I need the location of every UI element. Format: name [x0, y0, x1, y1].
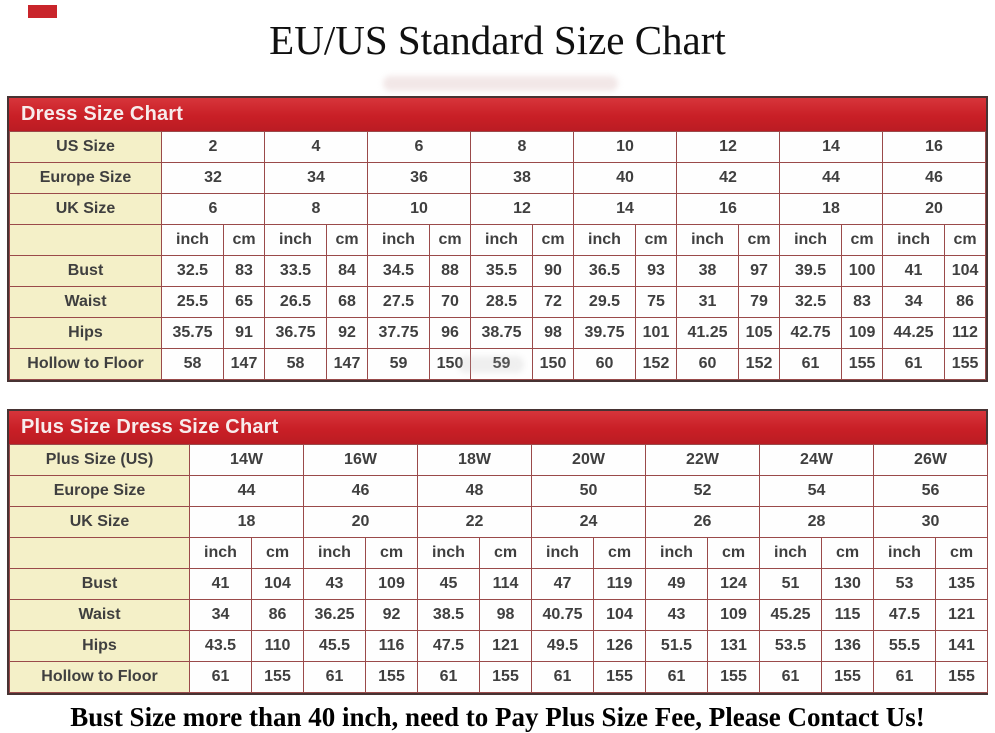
cm-value-cell: 155 — [842, 349, 883, 380]
cm-value-cell: 135 — [936, 569, 988, 600]
red-corner-mark — [28, 5, 57, 18]
unit-inch-label: inch — [883, 225, 945, 256]
cm-value-cell: 72 — [533, 287, 574, 318]
inch-value-cell: 34.5 — [368, 256, 430, 287]
size-value-cell: 18W — [418, 445, 532, 476]
measure-row — [10, 662, 988, 693]
row-label: Europe Size — [10, 163, 162, 194]
size-value-cell: 14 — [574, 194, 677, 225]
size-value-cell: 28 — [760, 507, 874, 538]
cm-value-cell: 84 — [327, 256, 368, 287]
cm-value-cell: 155 — [252, 662, 304, 693]
cm-value-cell: 101 — [636, 318, 677, 349]
unit-header-row — [10, 538, 988, 569]
unit-inch-label: inch — [304, 538, 366, 569]
unit-cm-label: cm — [430, 225, 471, 256]
size-value-cell: 26 — [646, 507, 760, 538]
size-value-cell: 44 — [780, 163, 883, 194]
cm-value-cell: 86 — [252, 600, 304, 631]
cm-value-cell: 124 — [708, 569, 760, 600]
plus-size-chart-header: Plus Size Dress Size Chart — [9, 411, 986, 444]
measure-row — [10, 318, 986, 349]
inch-value-cell: 40.75 — [532, 600, 594, 631]
inch-value-cell: 55.5 — [874, 631, 936, 662]
inch-value-cell: 51.5 — [646, 631, 708, 662]
cm-value-cell: 121 — [936, 600, 988, 631]
inch-value-cell: 61 — [190, 662, 252, 693]
row-label: Waist — [10, 287, 162, 318]
inch-value-cell: 45 — [418, 569, 480, 600]
dress-size-chart-header: Dress Size Chart — [9, 98, 986, 131]
cm-value-cell: 114 — [480, 569, 532, 600]
cm-value-cell: 110 — [252, 631, 304, 662]
inch-value-cell: 58 — [265, 349, 327, 380]
size-value-cell: 8 — [265, 194, 368, 225]
unit-inch-label: inch — [418, 538, 480, 569]
unit-cm-label: cm — [936, 538, 988, 569]
size-value-cell: 38 — [471, 163, 574, 194]
cm-value-cell: 155 — [708, 662, 760, 693]
inch-value-cell: 47.5 — [874, 600, 936, 631]
row-label: Hollow to Floor — [10, 349, 162, 380]
cm-value-cell: 147 — [327, 349, 368, 380]
footer-note: Bust Size more than 40 inch, need to Pay Plus Size Fee, Please Contact Us! — [70, 702, 925, 732]
size-row — [10, 132, 986, 163]
cm-value-cell: 109 — [842, 318, 883, 349]
unit-cm-label: cm — [224, 225, 265, 256]
unit-cm-label: cm — [708, 538, 760, 569]
cm-value-cell: 100 — [842, 256, 883, 287]
inch-value-cell: 61 — [532, 662, 594, 693]
cm-value-cell: 97 — [739, 256, 780, 287]
inch-value-cell: 61 — [646, 662, 708, 693]
inch-value-cell: 38.75 — [471, 318, 533, 349]
measure-row — [10, 256, 986, 287]
size-value-cell: 18 — [780, 194, 883, 225]
inch-value-cell: 27.5 — [368, 287, 430, 318]
cm-value-cell: 98 — [480, 600, 532, 631]
inch-value-cell: 34 — [190, 600, 252, 631]
size-value-cell: 16 — [677, 194, 780, 225]
unit-cm-label: cm — [822, 538, 874, 569]
cm-value-cell: 90 — [533, 256, 574, 287]
size-value-cell: 44 — [190, 476, 304, 507]
inch-value-cell: 47 — [532, 569, 594, 600]
size-value-cell: 26W — [874, 445, 988, 476]
unit-cm-label: cm — [366, 538, 418, 569]
cm-value-cell: 141 — [936, 631, 988, 662]
inch-value-cell: 41.25 — [677, 318, 739, 349]
cm-value-cell: 152 — [739, 349, 780, 380]
size-value-cell: 48 — [418, 476, 532, 507]
cm-value-cell: 92 — [327, 318, 368, 349]
cm-value-cell: 92 — [366, 600, 418, 631]
inch-value-cell: 36.25 — [304, 600, 366, 631]
inch-value-cell: 61 — [874, 662, 936, 693]
plus-size-chart-table — [7, 409, 988, 695]
cm-value-cell: 93 — [636, 256, 677, 287]
unit-cm-label: cm — [252, 538, 304, 569]
cm-value-cell: 155 — [945, 349, 986, 380]
size-value-cell: 50 — [532, 476, 646, 507]
size-value-cell: 4 — [265, 132, 368, 163]
inch-value-cell: 36.5 — [574, 256, 636, 287]
inch-value-cell: 45.5 — [304, 631, 366, 662]
inch-value-cell: 43 — [646, 600, 708, 631]
inch-value-cell: 45.25 — [760, 600, 822, 631]
inch-value-cell: 28.5 — [471, 287, 533, 318]
inch-value-cell: 49 — [646, 569, 708, 600]
unit-inch-label: inch — [646, 538, 708, 569]
cm-value-cell: 150 — [430, 349, 471, 380]
unit-cm-label: cm — [480, 538, 532, 569]
page-title: EU/US Standard Size Chart — [269, 17, 726, 63]
dress-size-chart-table — [7, 96, 988, 382]
row-label: Europe Size — [10, 476, 190, 507]
measure-row — [10, 349, 986, 380]
cm-value-cell: 104 — [594, 600, 646, 631]
size-value-cell: 56 — [874, 476, 988, 507]
unit-inch-label: inch — [677, 225, 739, 256]
cm-value-cell: 116 — [366, 631, 418, 662]
cm-value-cell: 147 — [224, 349, 265, 380]
inch-value-cell: 60 — [677, 349, 739, 380]
cm-value-cell: 83 — [842, 287, 883, 318]
unit-inch-label: inch — [760, 538, 822, 569]
inch-value-cell: 38.5 — [418, 600, 480, 631]
plus-size-table — [9, 444, 988, 693]
inch-value-cell: 38 — [677, 256, 739, 287]
inch-value-cell: 53 — [874, 569, 936, 600]
cm-value-cell: 104 — [252, 569, 304, 600]
cm-value-cell: 155 — [594, 662, 646, 693]
cm-value-cell: 130 — [822, 569, 874, 600]
inch-value-cell: 61 — [760, 662, 822, 693]
inch-value-cell: 34 — [883, 287, 945, 318]
unit-inch-label: inch — [780, 225, 842, 256]
inch-value-cell: 32.5 — [162, 256, 224, 287]
size-value-cell: 10 — [574, 132, 677, 163]
measure-row — [10, 287, 986, 318]
size-value-cell: 20 — [883, 194, 986, 225]
row-label: US Size — [10, 132, 162, 163]
cm-value-cell: 65 — [224, 287, 265, 318]
unit-inch-label: inch — [190, 538, 252, 569]
row-label: Hollow to Floor — [10, 662, 190, 693]
size-value-cell: 34 — [265, 163, 368, 194]
inch-value-cell: 31 — [677, 287, 739, 318]
measure-row — [10, 631, 988, 662]
inch-value-cell: 61 — [304, 662, 366, 693]
size-value-cell: 20 — [304, 507, 418, 538]
cm-value-cell: 86 — [945, 287, 986, 318]
cm-value-cell: 155 — [822, 662, 874, 693]
size-value-cell: 36 — [368, 163, 471, 194]
inch-value-cell: 33.5 — [265, 256, 327, 287]
unit-row-spacer — [10, 538, 190, 569]
measure-row — [10, 600, 988, 631]
inch-value-cell: 61 — [883, 349, 945, 380]
inch-value-cell: 60 — [574, 349, 636, 380]
inch-value-cell: 44.25 — [883, 318, 945, 349]
size-value-cell: 6 — [162, 194, 265, 225]
inch-value-cell: 59 — [368, 349, 430, 380]
size-row — [10, 507, 988, 538]
row-label: Bust — [10, 569, 190, 600]
size-row — [10, 163, 986, 194]
cm-value-cell: 112 — [945, 318, 986, 349]
inch-value-cell: 41 — [883, 256, 945, 287]
inch-value-cell: 59 — [471, 349, 533, 380]
cm-value-cell: 75 — [636, 287, 677, 318]
row-label: UK Size — [10, 194, 162, 225]
inch-value-cell: 26.5 — [265, 287, 327, 318]
unit-inch-label: inch — [532, 538, 594, 569]
unit-cm-label: cm — [533, 225, 574, 256]
inch-value-cell: 39.5 — [780, 256, 842, 287]
cm-value-cell: 79 — [739, 287, 780, 318]
cm-value-cell: 115 — [822, 600, 874, 631]
row-label: Plus Size (US) — [10, 445, 190, 476]
unit-inch-label: inch — [574, 225, 636, 256]
row-label: Hips — [10, 318, 162, 349]
size-value-cell: 54 — [760, 476, 874, 507]
unit-cm-label: cm — [636, 225, 677, 256]
size-row — [10, 476, 988, 507]
unit-inch-label: inch — [471, 225, 533, 256]
unit-row-spacer — [10, 225, 162, 256]
unit-cm-label: cm — [842, 225, 883, 256]
cm-value-cell: 150 — [533, 349, 574, 380]
inch-value-cell: 42.75 — [780, 318, 842, 349]
row-label: UK Size — [10, 507, 190, 538]
unit-inch-label: inch — [368, 225, 430, 256]
inch-value-cell: 61 — [780, 349, 842, 380]
unit-cm-label: cm — [327, 225, 368, 256]
inch-value-cell: 32.5 — [780, 287, 842, 318]
size-row — [10, 445, 988, 476]
size-value-cell: 30 — [874, 507, 988, 538]
inch-value-cell: 58 — [162, 349, 224, 380]
inch-value-cell: 47.5 — [418, 631, 480, 662]
inch-value-cell: 61 — [418, 662, 480, 693]
cm-value-cell: 98 — [533, 318, 574, 349]
cm-value-cell: 121 — [480, 631, 532, 662]
cm-value-cell: 155 — [366, 662, 418, 693]
cm-value-cell: 155 — [936, 662, 988, 693]
unit-inch-label: inch — [874, 538, 936, 569]
row-label: Bust — [10, 256, 162, 287]
cm-value-cell: 131 — [708, 631, 760, 662]
row-label: Waist — [10, 600, 190, 631]
size-value-cell: 20W — [532, 445, 646, 476]
size-value-cell: 12 — [677, 132, 780, 163]
size-value-cell: 6 — [368, 132, 471, 163]
inch-value-cell: 36.75 — [265, 318, 327, 349]
unit-header-row — [10, 225, 986, 256]
inch-value-cell: 41 — [190, 569, 252, 600]
size-value-cell: 16 — [883, 132, 986, 163]
size-value-cell: 22 — [418, 507, 532, 538]
size-value-cell: 16W — [304, 445, 418, 476]
row-label: Hips — [10, 631, 190, 662]
size-value-cell: 14W — [190, 445, 304, 476]
unit-cm-label: cm — [594, 538, 646, 569]
cm-value-cell: 105 — [739, 318, 780, 349]
size-value-cell: 22W — [646, 445, 760, 476]
inch-value-cell: 37.75 — [368, 318, 430, 349]
unit-inch-label: inch — [265, 225, 327, 256]
size-value-cell: 42 — [677, 163, 780, 194]
inch-value-cell: 25.5 — [162, 287, 224, 318]
size-value-cell: 46 — [883, 163, 986, 194]
inch-value-cell: 43.5 — [190, 631, 252, 662]
cm-value-cell: 109 — [366, 569, 418, 600]
inch-value-cell: 51 — [760, 569, 822, 600]
watermark-smudge — [383, 76, 618, 91]
inch-value-cell: 39.75 — [574, 318, 636, 349]
cm-value-cell: 88 — [430, 256, 471, 287]
cm-value-cell: 83 — [224, 256, 265, 287]
size-value-cell: 40 — [574, 163, 677, 194]
unit-inch-label: inch — [162, 225, 224, 256]
cm-value-cell: 152 — [636, 349, 677, 380]
cm-value-cell: 119 — [594, 569, 646, 600]
inch-value-cell: 43 — [304, 569, 366, 600]
inch-value-cell: 53.5 — [760, 631, 822, 662]
inch-value-cell: 29.5 — [574, 287, 636, 318]
cm-value-cell: 70 — [430, 287, 471, 318]
size-row — [10, 194, 986, 225]
size-value-cell: 8 — [471, 132, 574, 163]
cm-value-cell: 109 — [708, 600, 760, 631]
cm-value-cell: 126 — [594, 631, 646, 662]
size-value-cell: 46 — [304, 476, 418, 507]
size-value-cell: 32 — [162, 163, 265, 194]
size-value-cell: 18 — [190, 507, 304, 538]
inch-value-cell: 35.5 — [471, 256, 533, 287]
cm-value-cell: 136 — [822, 631, 874, 662]
size-value-cell: 52 — [646, 476, 760, 507]
cm-value-cell: 96 — [430, 318, 471, 349]
inch-value-cell: 49.5 — [532, 631, 594, 662]
size-value-cell: 12 — [471, 194, 574, 225]
size-value-cell: 24 — [532, 507, 646, 538]
unit-cm-label: cm — [945, 225, 986, 256]
size-value-cell: 10 — [368, 194, 471, 225]
size-value-cell: 24W — [760, 445, 874, 476]
dress-size-table — [9, 131, 986, 380]
size-value-cell: 2 — [162, 132, 265, 163]
size-value-cell: 14 — [780, 132, 883, 163]
unit-cm-label: cm — [739, 225, 780, 256]
cm-value-cell: 155 — [480, 662, 532, 693]
measure-row — [10, 569, 988, 600]
inch-value-cell: 35.75 — [162, 318, 224, 349]
cm-value-cell: 68 — [327, 287, 368, 318]
cm-value-cell: 104 — [945, 256, 986, 287]
cm-value-cell: 91 — [224, 318, 265, 349]
